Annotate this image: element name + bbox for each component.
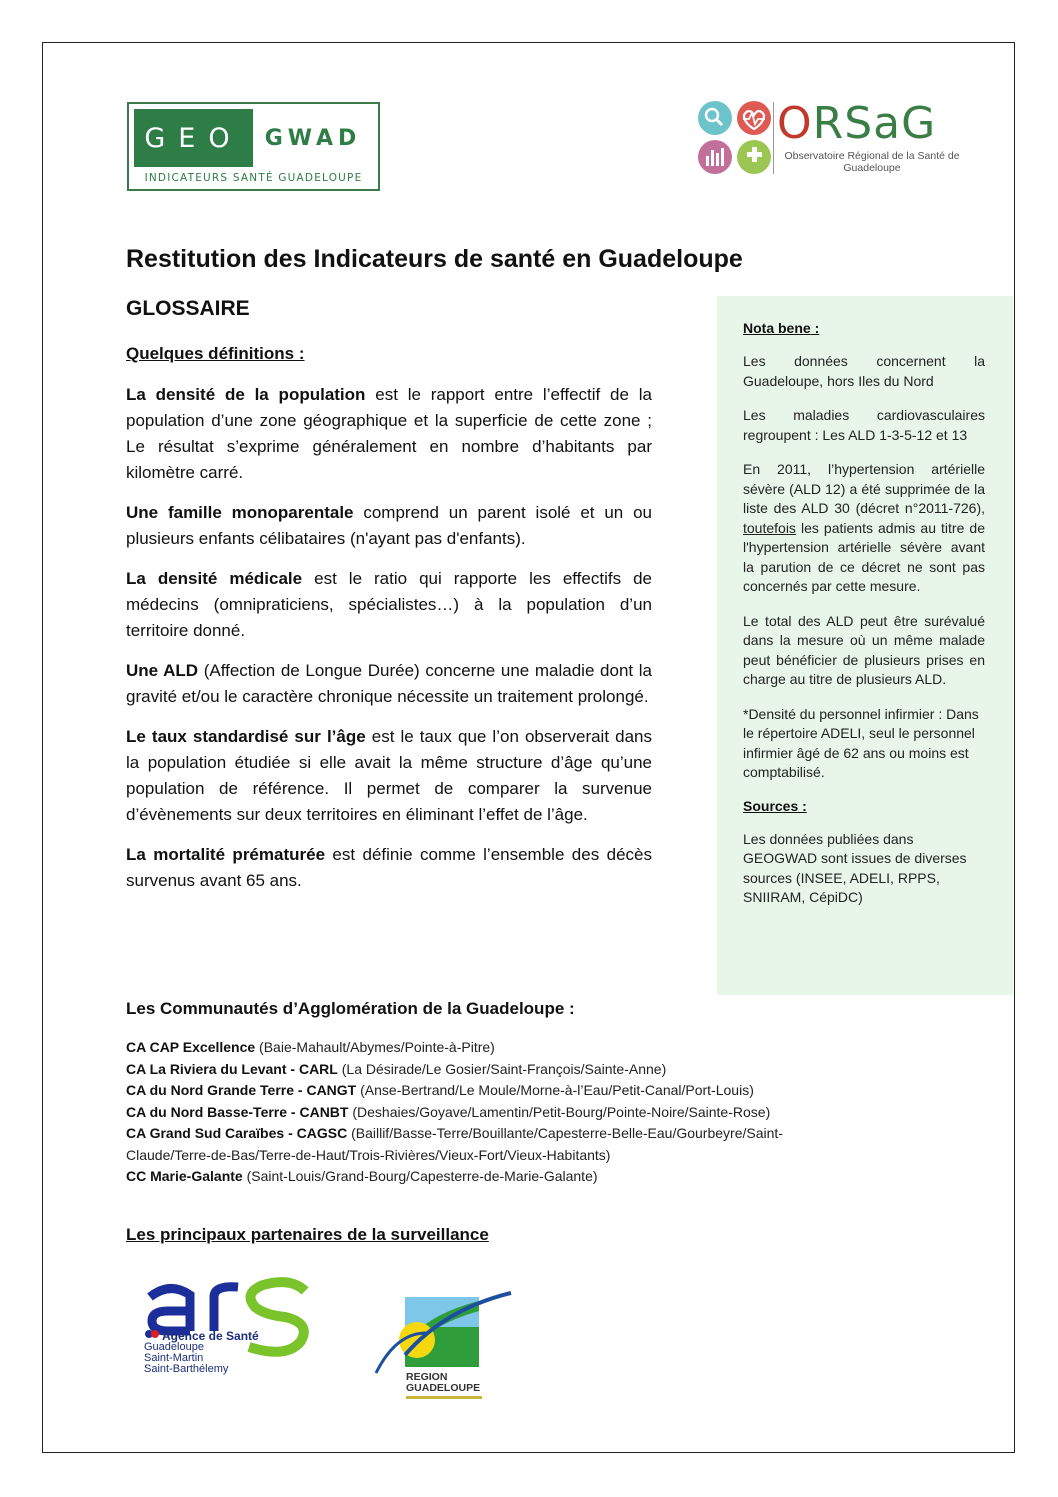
definition-item <box>126 724 652 828</box>
ars-logo <box>140 1275 330 1385</box>
definition-term: Une ALD <box>126 661 199 680</box>
definition-term: La densité de la population <box>126 385 366 404</box>
nota-bene-heading-text: Nota bene <box>743 320 811 336</box>
definition-text: comprend un parent isolé et un ou plusieurs enfants célibataires (n'ayant pas d'enfants). <box>126 503 652 548</box>
ca-item <box>126 1059 866 1081</box>
ars-line: Saint-Martin <box>144 1352 204 1364</box>
nota-text: En 2011, l’hypertension artérielle sévère (ALD 12) a été supprimée de la liste des ALD 30 (décret n°2011-726), <box>743 461 985 516</box>
definition-text: (Affection de Longue Durée) concerne une maladie dont la gravité et/ou le caractère chronique nécessite un traitement prolongé. <box>126 661 652 706</box>
ca-item <box>126 1166 866 1188</box>
ca-name: CA CAP Excellence <box>126 1039 256 1055</box>
nota-paragraph: Les données concernent la Guadeloupe, hors Iles du Nord <box>743 353 985 389</box>
definition-item <box>126 382 652 486</box>
glossaire-heading: GLOSSAIRE <box>126 297 250 320</box>
definitions-list <box>126 382 652 908</box>
definition-term: Une famille monoparentale <box>126 503 354 522</box>
orsag-logo <box>697 100 967 180</box>
ca-communes: (Baillif/Basse-Terre/Bouillante/Capesterre-Belle-Eau/Gourbeyre/Saint-Claude/Terre-de-Bas/Terre-de-Haut/Trois-Rivières/Vieux-Fort/Vieux-Habitants) <box>126 1125 783 1163</box>
nota-underlined-word: toutefois <box>743 519 796 536</box>
orsag-name-o: O <box>777 98 813 149</box>
ca-name: CA du Nord Grande Terre - CANGT <box>126 1082 357 1098</box>
definition-text: est définie comme l’ensemble des décès survenus avant 65 ans. <box>126 845 652 890</box>
ca-item <box>126 1037 866 1059</box>
region-line: REGION <box>406 1371 448 1383</box>
ca-name: CA La Riviera du Levant - CARL <box>126 1060 338 1077</box>
page-title: Restitution des Indicateurs de santé en Guadeloupe <box>126 245 743 273</box>
nota-bene-heading <box>743 320 985 336</box>
ca-item <box>126 1102 866 1124</box>
definition-item <box>126 658 652 710</box>
ca-communes: (Deshaies/Goyave/Lamentin/Petit-Bourg/Pointe-Noire/Sainte-Rose) <box>348 1103 771 1120</box>
region-logo-mark <box>372 1285 517 1375</box>
definition-item <box>126 566 652 644</box>
sources-heading: Sources : <box>743 797 807 814</box>
ca-item <box>126 1123 866 1166</box>
ars-line: Guadeloupe <box>144 1341 204 1353</box>
nota-paragraph: Les maladies cardiovasculaires regroupent : Les ALD 1-3-5-12 et 13 <box>743 407 985 443</box>
ars-logo-text <box>144 1331 259 1375</box>
definition-term: La mortalité prématurée <box>126 845 326 864</box>
definition-term: Le taux standardisé sur l’âge <box>126 727 366 746</box>
nota-paragraph: *Densité du personnel infirmier : Dans le répertoire ADELI, seul le personnel infirmier âgé de 62 ans ou moins est comptabilisé. <box>743 705 979 780</box>
ars-line: Saint-Barthélemy <box>144 1363 229 1375</box>
sources-text: Les données publiées dans GEOGWAD sont issues de diverses sources (INSEE, ADELI, RPPS, SNIIRAM, CépiDC) <box>743 830 967 905</box>
definition-text: est le ratio qui rapporte les effectifs de médecins (omnipraticiens, spécialistes…) à la population d’un territoire donné. <box>126 569 652 640</box>
ca-heading: Les Communautés d’Agglomération de la Guadeloupe : <box>126 999 575 1018</box>
region-line: GUADELOUPE <box>406 1382 481 1394</box>
orsag-icon-grid <box>697 100 773 176</box>
ars-agency: Agence de Santé <box>162 1329 259 1343</box>
ca-communes: (Saint-Louis/Grand-Bourg/Capesterre-de-Marie-Galante) <box>242 1168 598 1184</box>
ca-list <box>126 1037 866 1188</box>
nota-paragraph: Le total des ALD peut être surévalué dans la mesure où un même malade peut bénéficier de plusieurs prises en charge au titre de plusieurs ALD. <box>743 612 985 687</box>
definition-text: est le rapport entre l’effectif de la population d’une zone géographique et la superficie de cette zone ; Le résultat s’exprime généralement en nombre d’habitants par kilomètre carré. <box>126 385 652 482</box>
region-underline <box>406 1396 482 1399</box>
definition-item <box>126 500 652 552</box>
nota-paragraph <box>743 460 985 597</box>
ca-communes: (Baie-Mahault/Abymes/Pointe-à-Pitre) <box>255 1039 495 1055</box>
ca-name: CA du Nord Basse-Terre - CANBT <box>126 1103 349 1120</box>
definition-item <box>126 842 652 894</box>
orsag-name <box>777 98 936 149</box>
ca-item <box>126 1080 866 1102</box>
definition-term: La densité médicale <box>126 569 303 588</box>
definitions-heading: Quelques définitions : <box>126 344 305 363</box>
partners-heading: Les principaux partenaires de la surveillance <box>126 1225 489 1244</box>
ca-communes: (La Désirade/Le Gosier/Saint-François/Sainte-Anne) <box>337 1060 667 1077</box>
nota-bene-heading-suffix: : <box>810 320 820 336</box>
region-guadeloupe-logo <box>372 1285 517 1410</box>
orsag-subtitle: Observatoire Régional de la Santé de Guadeloupe <box>784 150 960 174</box>
orsag-divider <box>773 102 774 174</box>
ca-name: CA Grand Sud Caraïbes - CAGSC <box>126 1125 348 1141</box>
nota-bene-panel <box>717 296 1013 995</box>
ca-communes: (Anse-Bertrand/Le Moule/Morne-à-l’Eau/Petit-Canal/Port-Louis) <box>356 1082 754 1098</box>
geogwad-logo <box>127 102 380 191</box>
definition-text: est le taux que l’on observerait dans la population étudiée si elle avait la même structure d’âge qu’une population de référence. Il permet de comparer la survenue d’évènements sur deux territoires en éliminant l’effet de l’âge. <box>126 727 652 824</box>
region-logo-text <box>406 1372 482 1399</box>
ca-name: CC Marie-Galante <box>126 1168 243 1184</box>
orsag-name-rest: RSaG <box>812 98 937 149</box>
nota-text: les patients admis au titre de l'hypertension artérielle sévère avant la parution de ce décret ne sont pas concernés par cette mesure. <box>743 519 985 594</box>
geogwad-logo-left: GEO <box>134 109 253 167</box>
geogwad-logo-subtitle: INDICATEURS SANTÉ GUADELOUPE <box>144 172 363 184</box>
geogwad-logo-right: GWAD <box>264 125 362 151</box>
